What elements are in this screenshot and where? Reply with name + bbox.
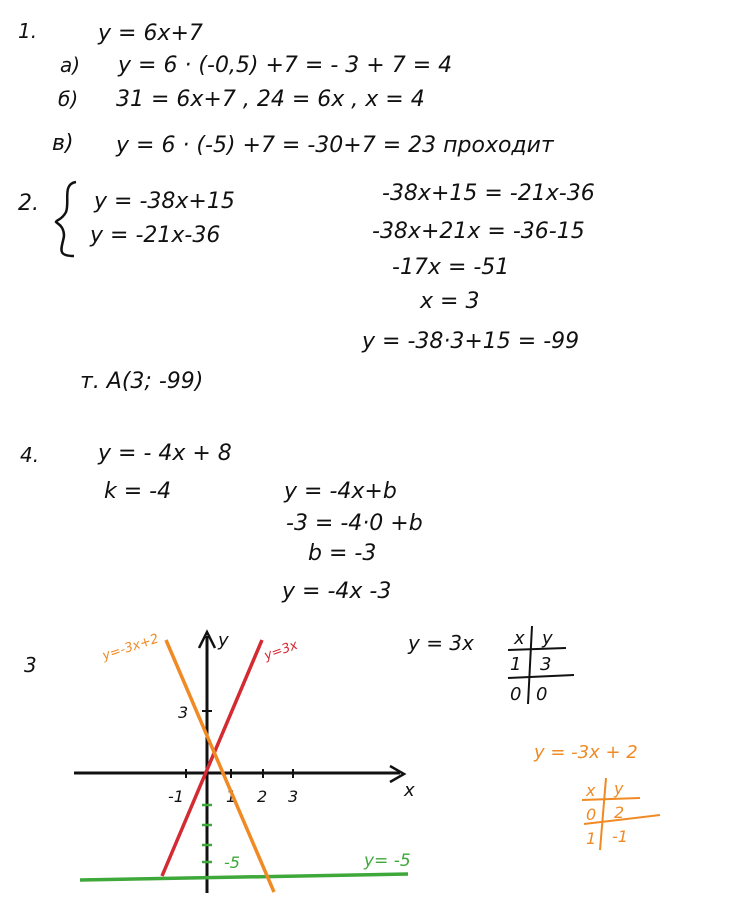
table-y-3x xyxy=(407,626,574,705)
problem1-part-b: 31 = 6x+7 , 24 = 6x , x = 4 xyxy=(116,87,425,112)
x-axis-label: x xyxy=(404,780,415,801)
solution-step-5: y = -38·3+15 = -99 xyxy=(362,329,580,354)
line-green-label: y= -5 xyxy=(364,851,411,871)
solution-step-4: x = 3 xyxy=(420,289,480,314)
table2-header-y: y xyxy=(614,779,624,798)
table1-header-y: y xyxy=(542,628,553,649)
table1-title: y = 3x xyxy=(408,631,474,655)
problem4-slope: k = -4 xyxy=(104,479,172,504)
problem1-number: 1. xyxy=(18,19,38,43)
table1-cell: 3 xyxy=(540,654,552,675)
tick-label-x-1: 1 xyxy=(226,787,237,806)
system-eq-1: y = -38x+15 xyxy=(94,189,235,214)
line-y-minus5 xyxy=(80,874,408,880)
problem3-number: 3 xyxy=(24,653,37,677)
line-y-3x xyxy=(162,640,262,876)
table2-vline xyxy=(600,778,606,850)
system-brace xyxy=(56,182,76,256)
table1-hline xyxy=(508,675,574,678)
system-eq-2: y = -21x-36 xyxy=(90,223,221,248)
problem4-work-4: y = -4x -3 xyxy=(282,579,392,604)
problem1-equation: y = 6x+7 xyxy=(98,21,203,46)
table1-cell: 1 xyxy=(510,654,522,675)
line-orange-label: y=-3x+2 xyxy=(100,631,161,664)
solution-step-2: -38x+21x = -36-15 xyxy=(372,219,585,244)
line-red-label: y=3x xyxy=(262,637,300,664)
problem4-work-2: -3 = -4·0 +b xyxy=(286,511,423,536)
tick-label-y-3: 3 xyxy=(178,703,189,722)
table2-cell: 1 xyxy=(586,829,597,848)
solution-step-3: -17x = -51 xyxy=(392,255,510,280)
problem1-part-v: y = 6 · (-5) +7 = -30+7 = 23 проходит xyxy=(116,133,554,158)
table2-header-x: x xyxy=(586,781,596,800)
problem4-number: 4. xyxy=(20,443,40,467)
tick-label-x-2: 2 xyxy=(257,787,268,806)
table1-vline xyxy=(528,626,532,704)
line-y-minus3x-plus2 xyxy=(166,640,274,892)
problem1-part-v-label: в) xyxy=(52,131,74,156)
table1-cell: 0 xyxy=(536,684,548,705)
solution-step-1: -38x+15 = -21x-36 xyxy=(382,181,595,206)
problem4-work-1: y = -4x+b xyxy=(284,479,397,504)
table2-cell: 2 xyxy=(614,803,625,822)
table-y-minus3x-plus2 xyxy=(533,742,660,850)
y-axis-label: y xyxy=(218,630,229,651)
problem4-equation: y = - 4x + 8 xyxy=(98,441,232,466)
problem1-part-a: y = 6 · (-0,5) +7 = - 3 + 7 = 4 xyxy=(118,53,453,78)
problem1-part-a-label: а) xyxy=(60,53,81,77)
tick-label-x-minus1: -1 xyxy=(168,787,184,806)
problem2-answer: т. A(3; -99) xyxy=(80,369,204,394)
table2-title: y = -3x + 2 xyxy=(534,742,638,763)
axis-ticks xyxy=(168,703,298,806)
table1-cell: 0 xyxy=(510,684,522,705)
table1-header-x: x xyxy=(514,628,525,649)
table2-cell: 0 xyxy=(586,805,597,824)
problem2-number: 2. xyxy=(18,191,39,216)
tick-label-x-3: 3 xyxy=(288,787,299,806)
table2-cell: -1 xyxy=(612,827,628,846)
problem1-part-b-label: б) xyxy=(58,87,79,111)
tick-label-y-minus5: -5 xyxy=(224,853,240,872)
problem4-work-3: b = -3 xyxy=(308,541,377,566)
